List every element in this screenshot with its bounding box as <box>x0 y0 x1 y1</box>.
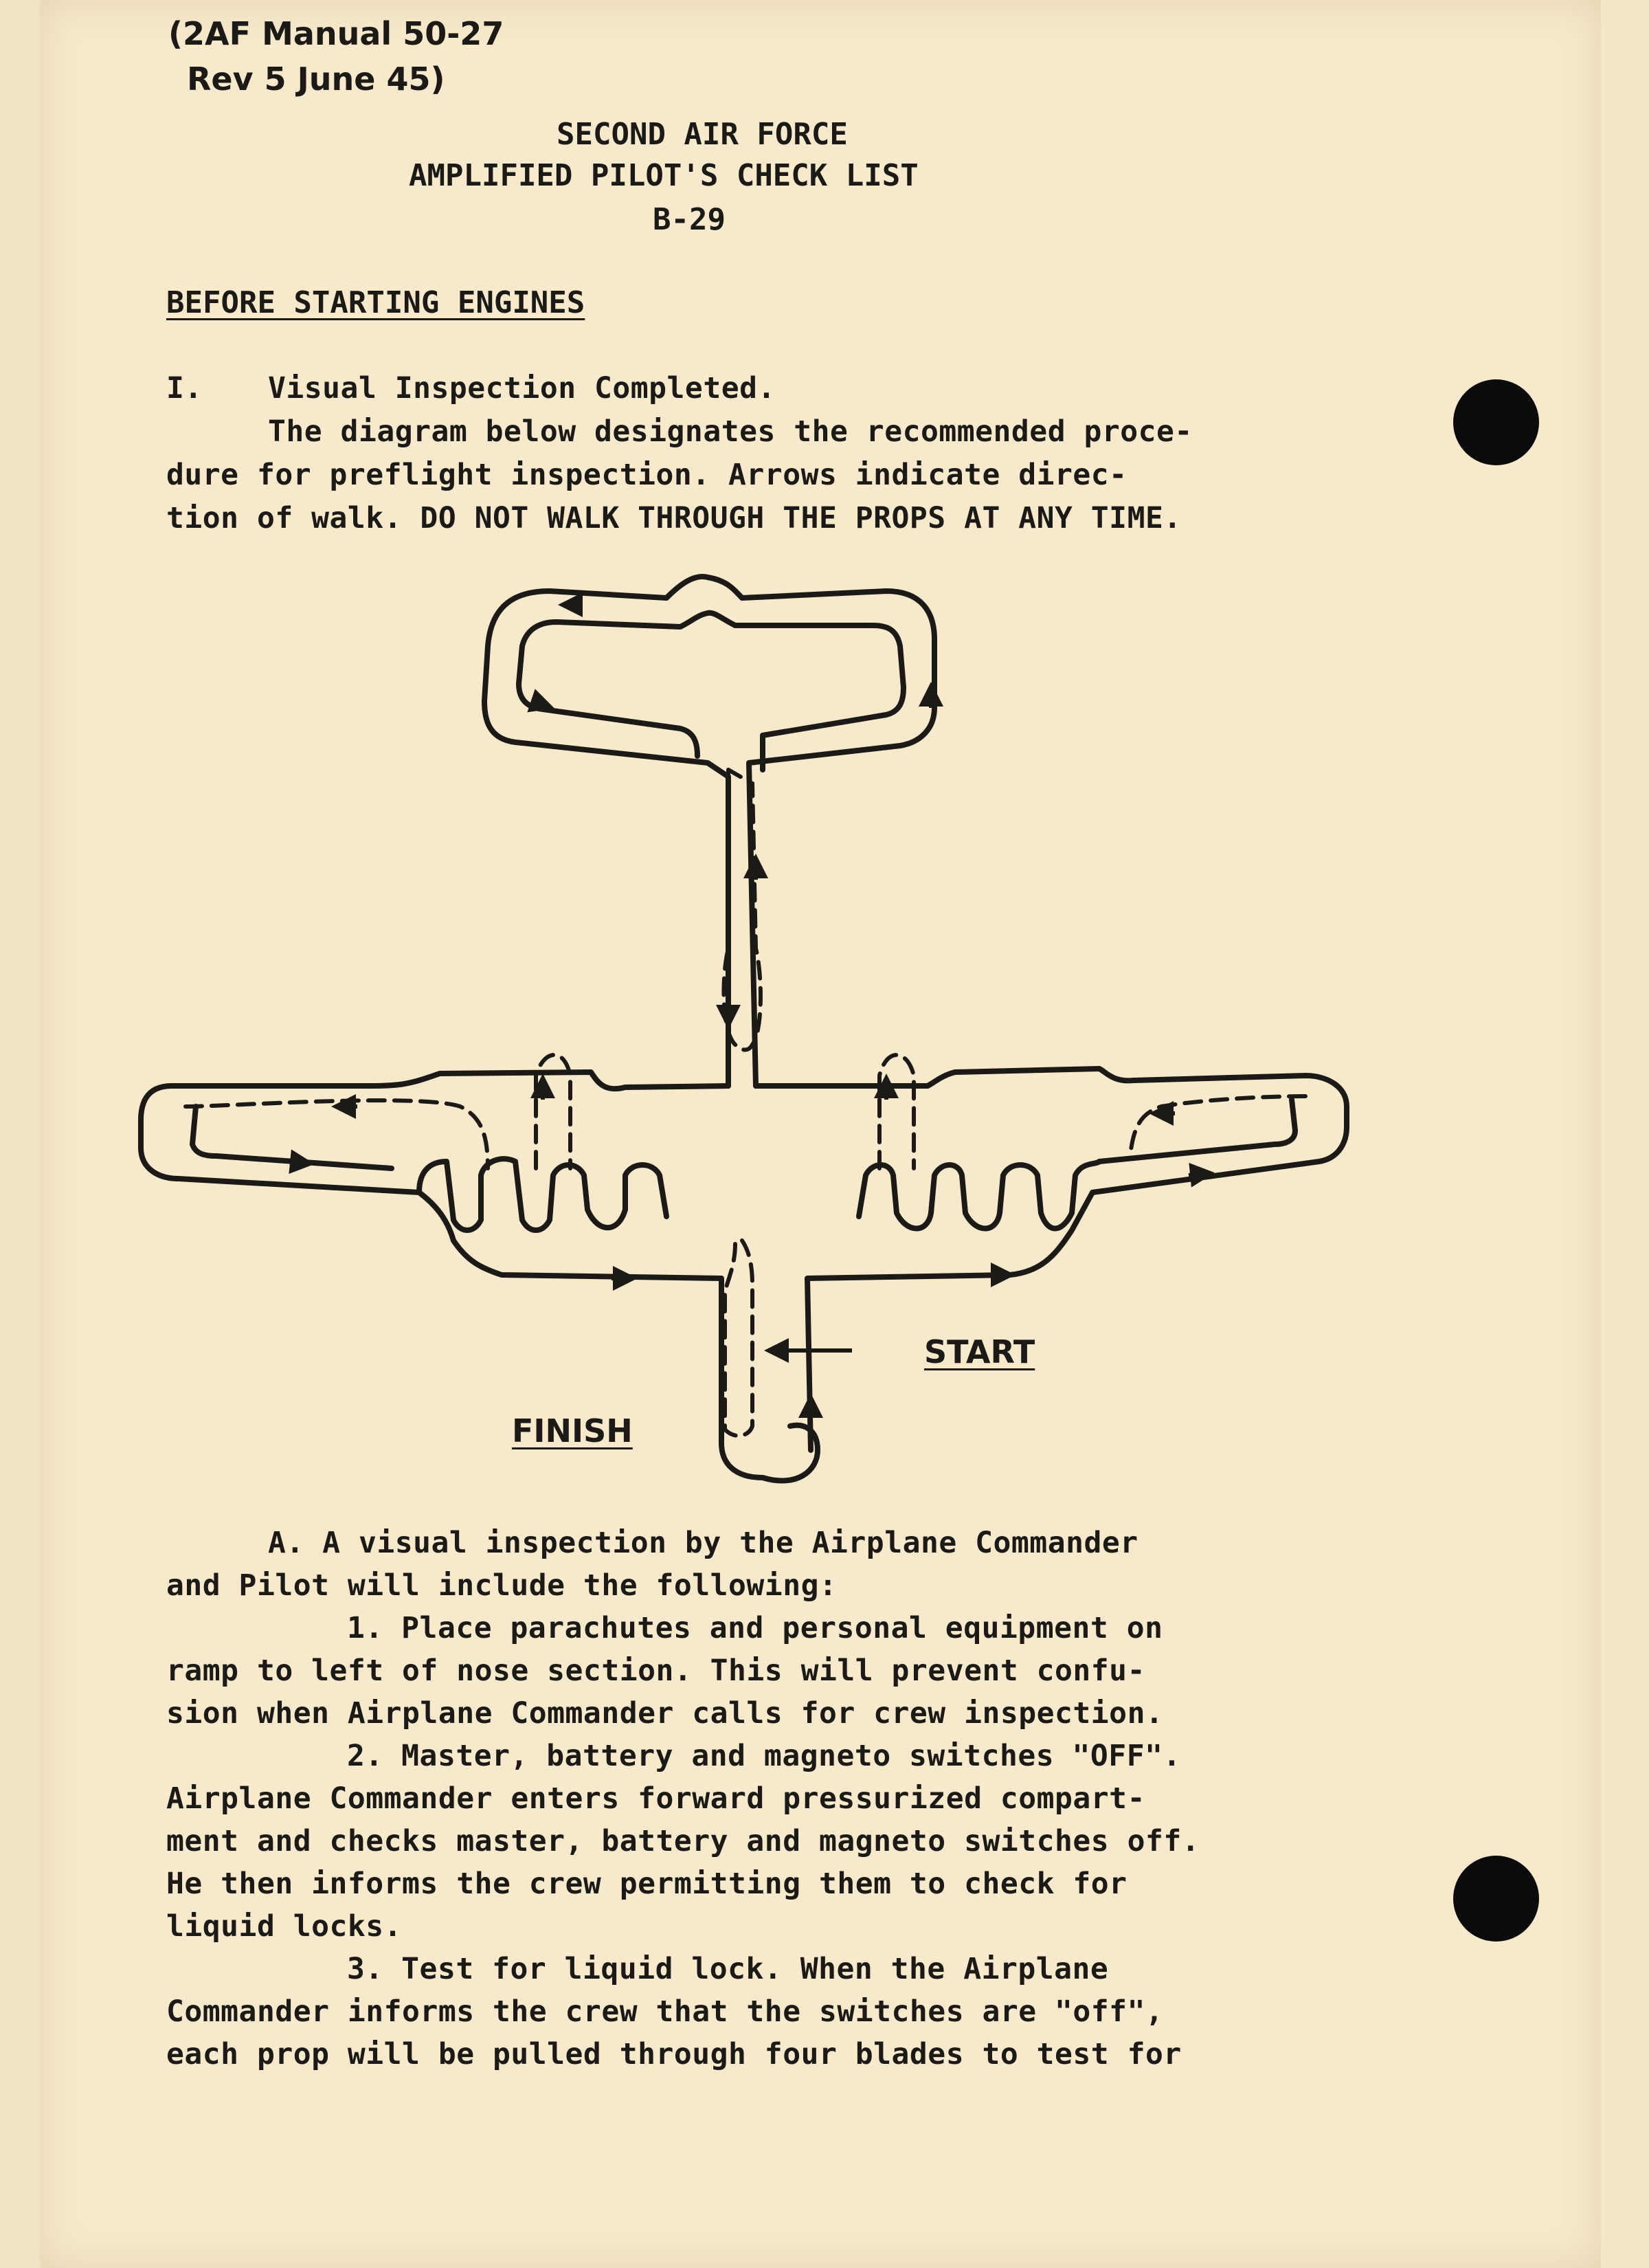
revision-date: Rev 5 June 45) <box>187 60 445 98</box>
item-text-line: tion of walk. DO NOT WALK THROUGH THE PROPS AT ANY TIME. <box>166 501 1182 535</box>
wing-outline <box>141 1069 1347 1478</box>
title-line-1: SECOND AIR FORCE <box>557 117 848 152</box>
manual-reference: (2AF Manual 50-27 <box>168 15 504 52</box>
arrow-marker <box>532 701 543 704</box>
item-a-line: ramp to left of nose section. This will prevent confu- <box>166 1654 1145 1688</box>
page-edge <box>0 0 40 2268</box>
start-label: START <box>924 1333 1035 1370</box>
item-a-line: Airplane Commander enters forward pressurized compart- <box>166 1781 1145 1816</box>
title-line-2: AMPLIFIED PILOT'S CHECK LIST <box>409 158 919 193</box>
item-text-line: dure for preflight inspection. Arrows indicate direc- <box>166 458 1128 492</box>
item-a-line: He then informs the crew permitting them to check for <box>166 1867 1128 1901</box>
item-number: I. <box>166 371 203 405</box>
item-a-line: sion when Airplane Commander calls for crew inspection. <box>166 1696 1164 1731</box>
tail-outline <box>484 577 934 1086</box>
item-a-line: 3. Test for liquid lock. When the Airplane <box>347 1952 1109 1986</box>
fuselage-lower-dashed <box>725 1241 752 1436</box>
arrow-marker <box>1189 1174 1202 1175</box>
right-inner-dashed <box>879 1055 914 1168</box>
item-a-line: A. A visual inspection by the Airplane Commander <box>268 1526 1138 1560</box>
item-a-line: 1. Place parachutes and personal equipment on <box>347 1611 1163 1645</box>
title-line-3: B-29 <box>653 202 726 237</box>
engine-nacelles <box>419 1159 1099 1230</box>
arrow-marker <box>289 1161 302 1163</box>
binder-hole-top <box>1453 379 1539 465</box>
binder-hole-bottom <box>1453 1856 1539 1942</box>
item-a-line: 2. Master, battery and magneto switches "OFF". <box>347 1739 1181 1773</box>
item-a-line: each prop will be pulled through four blades to test for <box>166 2037 1182 2071</box>
item-a-line: liquid locks. <box>166 1909 403 1944</box>
item-text-line: The diagram below designates the recommended proce- <box>268 414 1193 449</box>
item-a-line: ment and checks master, battery and magneto switches off. <box>166 1824 1200 1858</box>
wing-inner-loop <box>192 1100 1295 1168</box>
item-a-line: and Pilot will include the following: <box>166 1568 838 1603</box>
item-a-line: Commander informs the crew that the switches are "off", <box>166 1994 1164 2029</box>
section-heading: BEFORE STARTING ENGINES <box>166 285 585 320</box>
item-title: Visual Inspection Completed. <box>268 371 776 405</box>
preflight-walk-diagram <box>131 564 1367 1539</box>
finish-label: FINISH <box>512 1412 633 1449</box>
